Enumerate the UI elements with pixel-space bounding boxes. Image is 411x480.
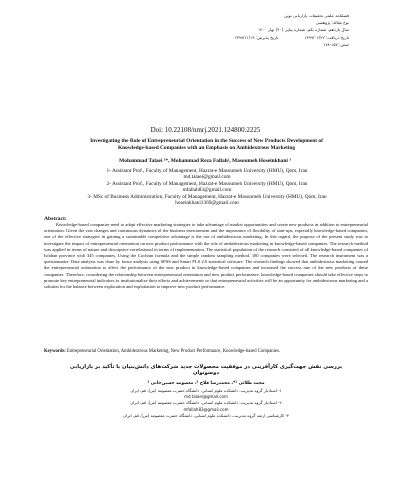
keywords-label: Keywords: <box>44 349 66 354</box>
accepted-date: تاریخ پذیرش: ۱۳۹۹/۱۱/۱۹ <box>234 34 279 40</box>
title-line: Investigating the Role of Entrepreneurial Orientation in the Success of New Products Development of <box>90 138 323 144</box>
email-2[interactable]: mfallah83@gmail.com <box>182 187 232 194</box>
persian-affiliations <box>56 388 356 419</box>
english-authors: Mohammad Talaei ¹*, Mohammad Reza Fallah², Masoumeh Hoseinkhani ³ <box>119 158 291 164</box>
journal-header <box>109 12 349 48</box>
abstract-text: Knowledge-based companies need to adopt effective marketing strategies to take advantage of market opportunities and create new products in addition to entrepreneurial orientation. Given the vast changes and continuous dynamics of the business environment and the importance of flexibility of start-ups, especially knowledge-based companies, one of the effective strategies in gaining a sustainable competitive advantage is the use of ambidextrous marketing. In this regard, the purpose of the present study was to investigate the impact of entrepreneurial orientation on new product performance with the role of ambidextrous marketing in knowledge-based companies. The research method was applied in terms of nature and descriptive-correlational in terms of implementation. The statistical population of the research consisted of all knowledge-based companies of Isfahan province with 345 companies. Using the Cochran formula and the simple random sampling method, 180 companies were selected. The research instrument was a questionnaire. Data analysis was done by factor analysis using SPSS and Smart PLS 2.0 statistical software. The research findings showed that ambidextrous marketing caused the entrepreneurial orientation to affect the performance of the new product in knowledge-based companies and increased the success rate of the new products of these companies. Therefore, considering the relationship between entrepreneurial orientation and new product performance, knowledge-based companies should take effective steps to promote key entrepreneurial indicators to institutionalize their effects and achievements so that entrepreneurial activities will be an opportunity for ambidextrous marketing and a solution for the balance between exploration and exploitation to improve new product performance. <box>44 222 368 290</box>
article-type: نوع مقاله: پژوهشی <box>315 20 349 26</box>
keywords-list: Entrepreneurial Orientation, Ambidextrous Marketing, New Product Performance, Knowledge-based Companies. <box>67 349 281 354</box>
persian-affiliation-3: ۳- کارشناسی ارشد گروه مدیریت، دانشکده علوم انسانی، دانشگاه حضرت معصومه (س)، قم، ایران <box>123 412 289 418</box>
pages-range: صص: ۱۵۷-۱۷۸ <box>323 41 349 47</box>
affiliation-1: 1- Assistant Prof., Faculty of Management, Hazrat-e Masoumeh University (HMU), Qom, Iran <box>106 168 308 174</box>
persian-authors: محمد طلائی ¹*، محمدرضا فلاح ²، معصومه حسین‌خانی ³ <box>147 381 265 386</box>
doi[interactable]: Doi: 10.22108/nmrj.2021.124800.2225 <box>150 126 261 134</box>
title-line: Knowledge-based Companies with an Emphasis on Ambidextrous Marketing <box>117 145 296 151</box>
dates-line <box>109 34 349 41</box>
affiliation-2: 2- Assistant Prof., Faculty of Management, Hazrat-e Masoumeh University (HMU), Qom, Iran <box>106 180 308 187</box>
persian-email-1[interactable]: md.talaei@gmail.com <box>184 394 228 400</box>
received-date: تاریخ دریافت: ۱۳۹۹/۰۶/۲۲ <box>304 34 349 40</box>
journal-name: فصلنامه علمی تحقیقات بازاریابی نوین <box>284 13 349 18</box>
english-affiliations <box>62 168 352 206</box>
abstract-heading: Abstract: <box>44 216 67 222</box>
persian-affiliation-1: ۱- استادیار گروه مدیریت، دانشکده علوم انسانی، دانشگاه حضرت معصومه (س)، قم، ایران <box>130 388 282 393</box>
persian-email-2[interactable]: mfallah83@gmail.com <box>183 406 229 412</box>
persian-title: بررسی نقش جهت‌گیری کارآفرینی در موفقیت محصولات جدید شرکت‌های دانش‌بنیان با تأکید بر بازاریابی دوسوتوان <box>69 364 343 376</box>
english-title <box>74 138 339 152</box>
volume-line: سال یازدهم، شماره یکم، شماره پیاپی (۴۰) بهار ۱۴۰۰ <box>257 27 349 33</box>
persian-affiliation-2: ۲- استادیار گروه مدیریت، دانشکده علوم انسانی، دانشگاه حضرت معصومه (س)، قم، ایران <box>130 400 282 406</box>
keywords <box>44 349 368 354</box>
email-3[interactable]: hoseinkhani1369@gmail.com <box>175 200 239 207</box>
affiliation-3: 3- MSc of Business Administration, Faculty of Management, Hazrat-e Masoumeh University (HMU), Qom, Iran <box>87 193 327 200</box>
email-1[interactable]: md.talaei@gmail.com <box>183 174 231 181</box>
